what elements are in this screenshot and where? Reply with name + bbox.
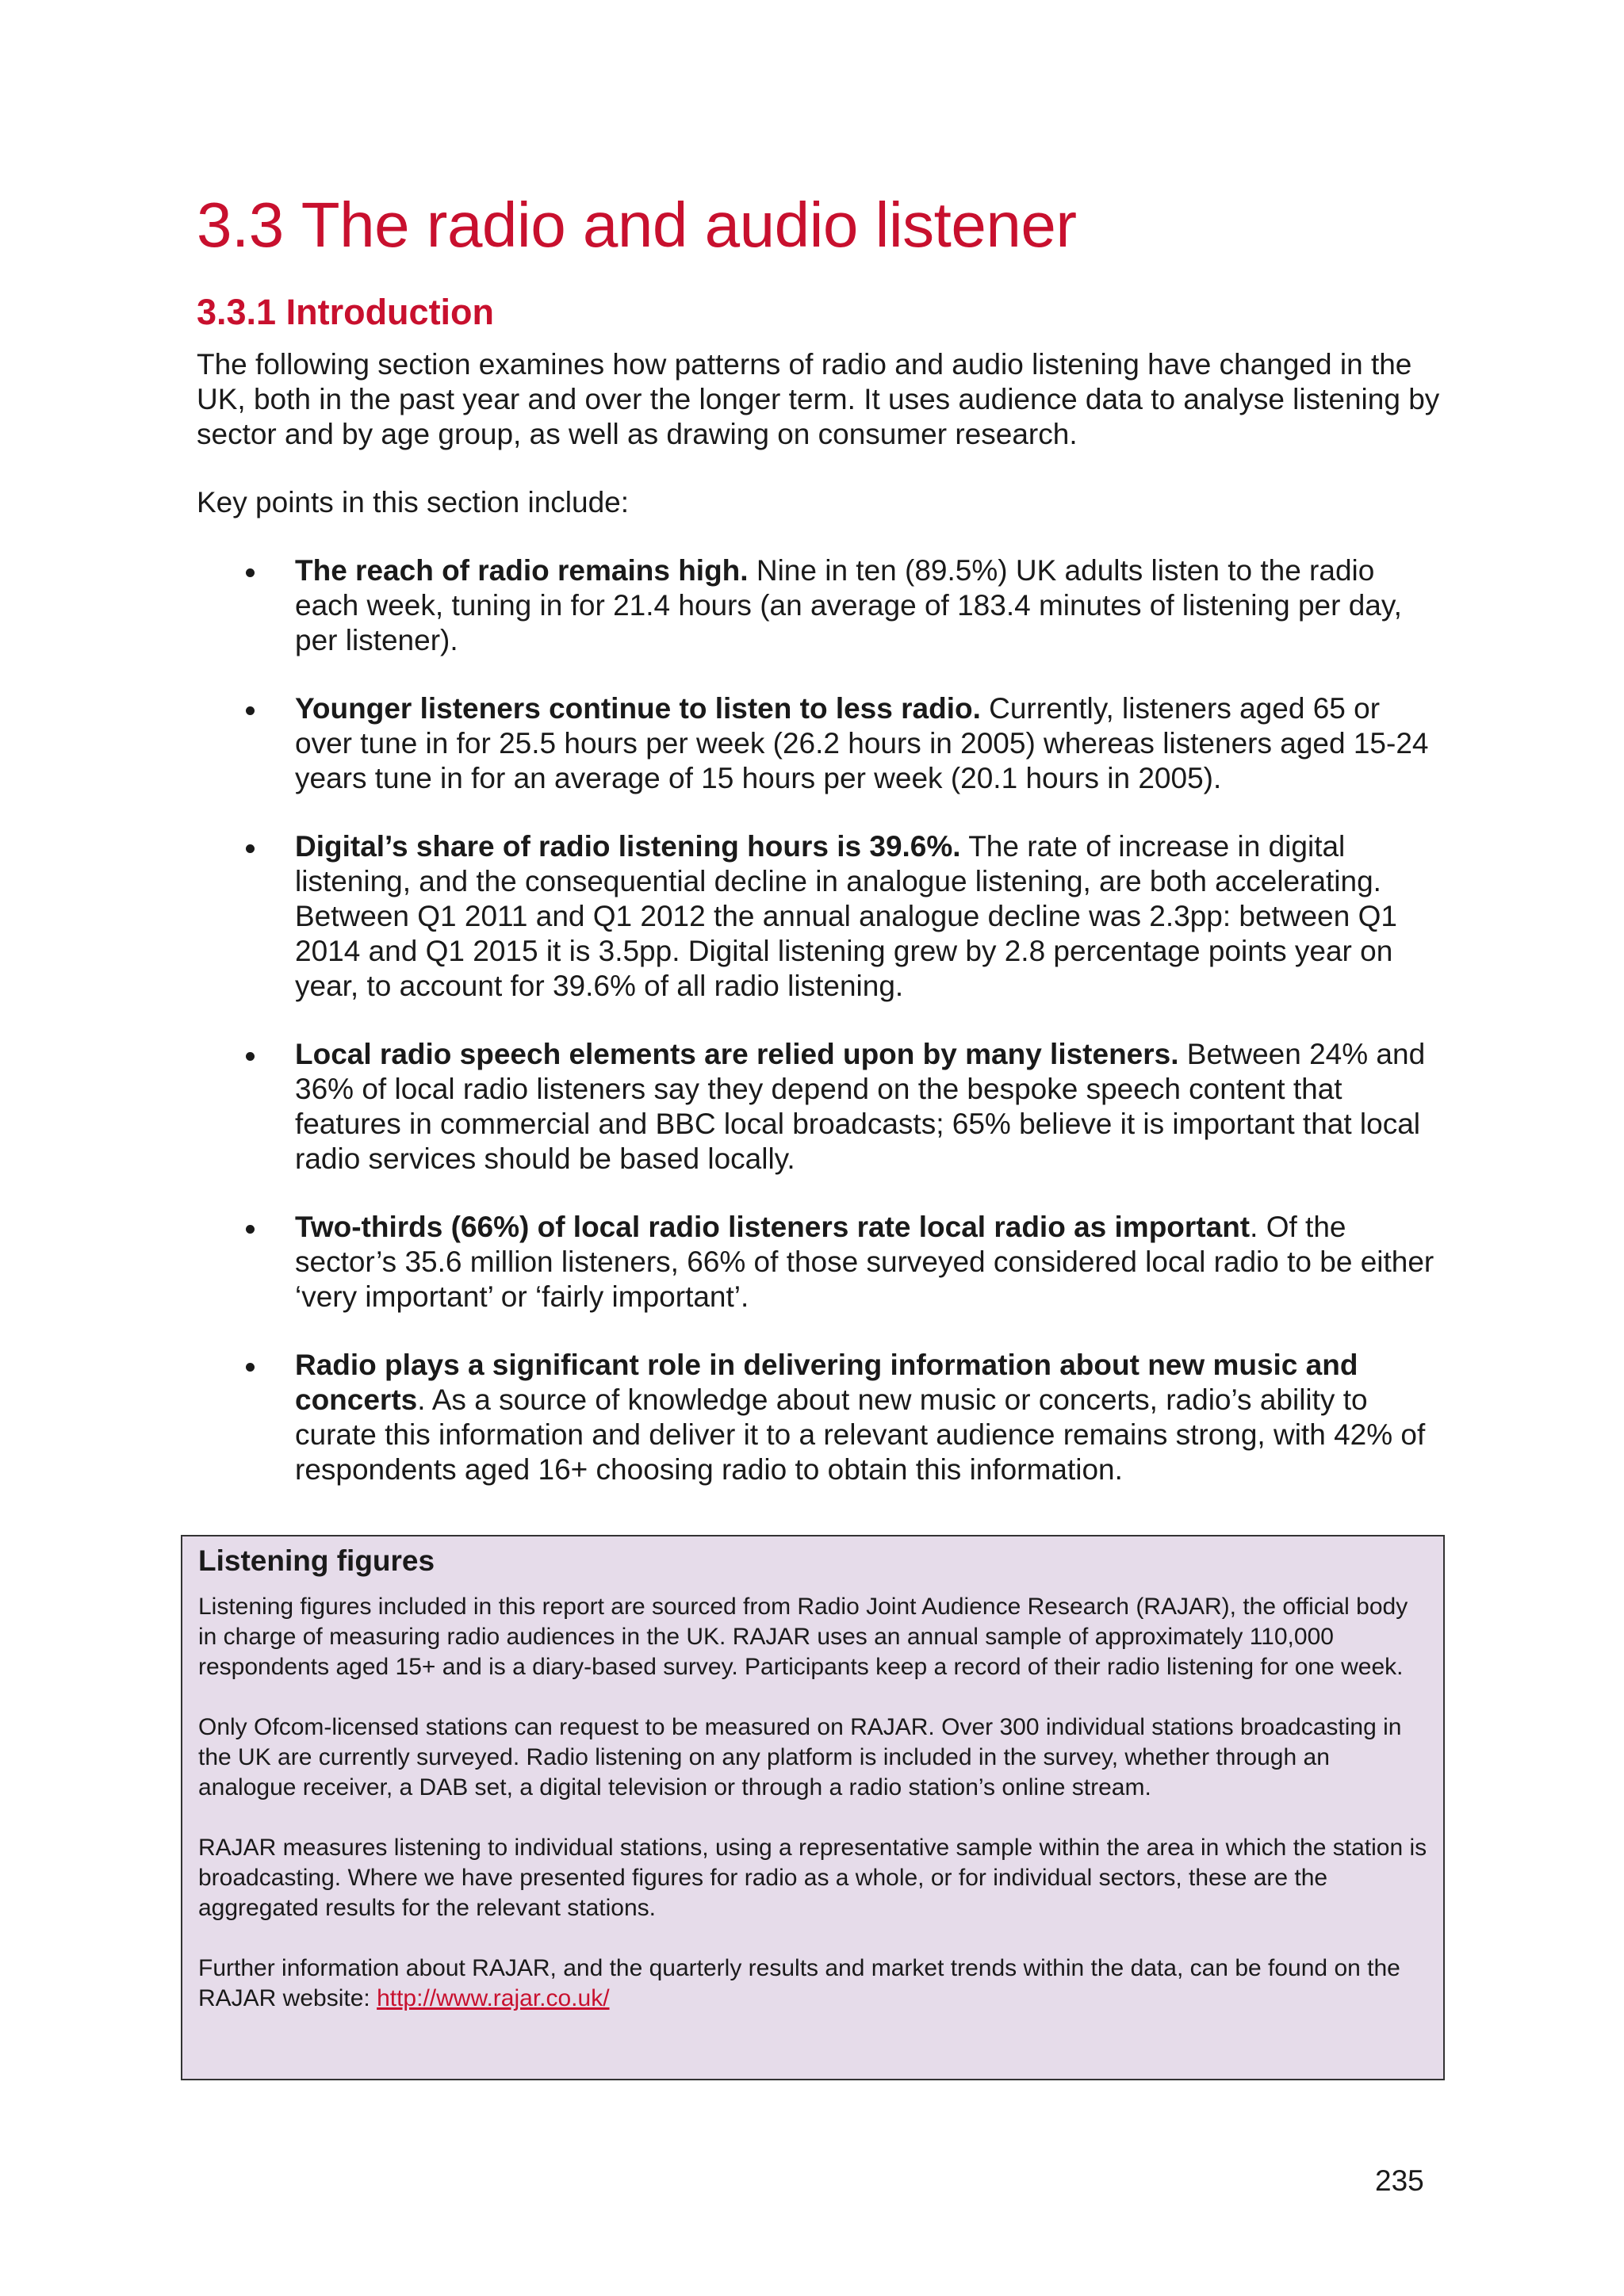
- key-point-text: . As a source of knowledge about new music or concerts, radio’s ability to curate this information and deliver it to a relevant audience remains strong, with 42% of respondents aged 16+ choosing radio to obtain this information.: [295, 1383, 1426, 1486]
- key-point-text: Nine in ten (89.5%) UK adults listen to the radio each week, tuning in for 21.4 hours (an average of 183.4 minutes of listening per day, per listener).: [295, 554, 1402, 656]
- bullet-icon: [246, 706, 255, 715]
- bullet-icon: [246, 1052, 255, 1061]
- intro-paragraph: The following section examines how patterns of radio and audio listening have changed in the UK, both in the past year and over the longer term. It uses audience data to analyse listening by sector and by age group, as well as drawing on consumer research.: [197, 348, 1440, 450]
- key-point-bold: Two-thirds (66%) of local radio listeners rate local radio as important: [295, 1211, 1251, 1243]
- key-points-list: [197, 553, 1442, 1487]
- box-paragraph: Listening figures included in this report are sourced from Radio Joint Audience Research (RAJAR), the official body in charge of measuring radio audiences in the UK. RAJAR uses an annual sample of approximately 110,000 respondents aged 15+ and is a diary-based survey. Participants keep a record of their radio listening for one week.: [198, 1594, 1408, 1680]
- key-point: [197, 553, 1442, 658]
- key-points-lead: Key points in this section include:: [197, 486, 630, 519]
- bullet-icon: [246, 568, 255, 577]
- section-number: 3.3: [197, 189, 284, 260]
- key-point-bold: Local radio speech elements are relied upon by many listeners.: [295, 1038, 1179, 1070]
- box-paragraph: Only Ofcom-licensed stations can request to be measured on RAJAR. Over 300 individual stations broadcasting in the UK are currently surveyed. Radio listening on any platform is included in the survey, whether through an analogue receiver, a DAB set, a digital television or through a radio station’s online stream.: [198, 1714, 1402, 1800]
- section-title: The radio and audio listener: [301, 189, 1077, 260]
- key-point-text: Currently, listeners aged 65 or over tune in for 25.5 hours per week (26.2 hours in 2005) whereas listeners aged 15-24 years tune in for an average of 15 hours per week (20.1 hours in 2005).: [295, 692, 1429, 794]
- bullet-icon: [246, 844, 255, 853]
- key-point: [197, 1037, 1442, 1177]
- key-point-text: . Of the sector’s 35.6 million listeners, 66% of those surveyed considered local radio to be either ‘very important’ or ‘fairly important’.: [295, 1211, 1434, 1313]
- bullet-icon: [246, 1363, 255, 1372]
- key-point: [197, 691, 1442, 796]
- key-point-text: Between 24% and 36% of local radio listeners say they depend on the bespoke speech content that features in commercial and BBC local broadcasts; 65% believe it is important that local radio services should be based locally.: [295, 1038, 1426, 1175]
- box-title: Listening figures: [198, 1544, 435, 1577]
- document-page: [197, 190, 1442, 1521]
- key-point: [197, 829, 1442, 1004]
- key-point: [197, 1348, 1442, 1487]
- key-point-bold: The reach of radio remains high.: [295, 554, 749, 587]
- subsection-heading: 3.3.1 Introduction: [197, 292, 495, 332]
- key-point-bold: Radio plays a significant role in delivering information about new music and concerts: [295, 1349, 1358, 1416]
- listening-figures-box: [181, 1535, 1445, 2080]
- key-point-bold: Digital’s share of radio listening hours is 39.6%.: [295, 830, 961, 863]
- key-point-bold: Younger listeners continue to listen to less radio.: [295, 692, 981, 725]
- box-last-paragraph-text: Further information about RAJAR, and the quarterly results and market trends within the data, can be found on the RAJAR website:: [198, 1955, 1400, 2011]
- box-paragraph: RAJAR measures listening to individual stations, using a representative sample within the area in which the station is broadcasting. Where we have presented figures for radio as a whole, or for individual sectors, these are the aggregated results for the relevant stations.: [198, 1835, 1427, 1921]
- bullet-icon: [246, 1225, 255, 1234]
- section-heading: [197, 190, 1442, 260]
- page-number: 235: [1375, 2164, 1424, 2197]
- box-paragraph: [198, 1954, 1427, 2014]
- rajar-website-link[interactable]: http://www.rajar.co.uk/: [377, 1985, 610, 2011]
- key-point: [197, 1210, 1442, 1314]
- key-point-text: The rate of increase in digital listening, and the consequential decline in analogue listening, are both accelerating. Between Q1 2011 and Q1 2012 the annual analogue decline was 2.3pp: between Q1 2014 and Q1 2015 it is 3.5pp. Digital listening grew by 2.8 percentage points year on year, to account for 39.6% of all radio listening.: [295, 830, 1397, 1002]
